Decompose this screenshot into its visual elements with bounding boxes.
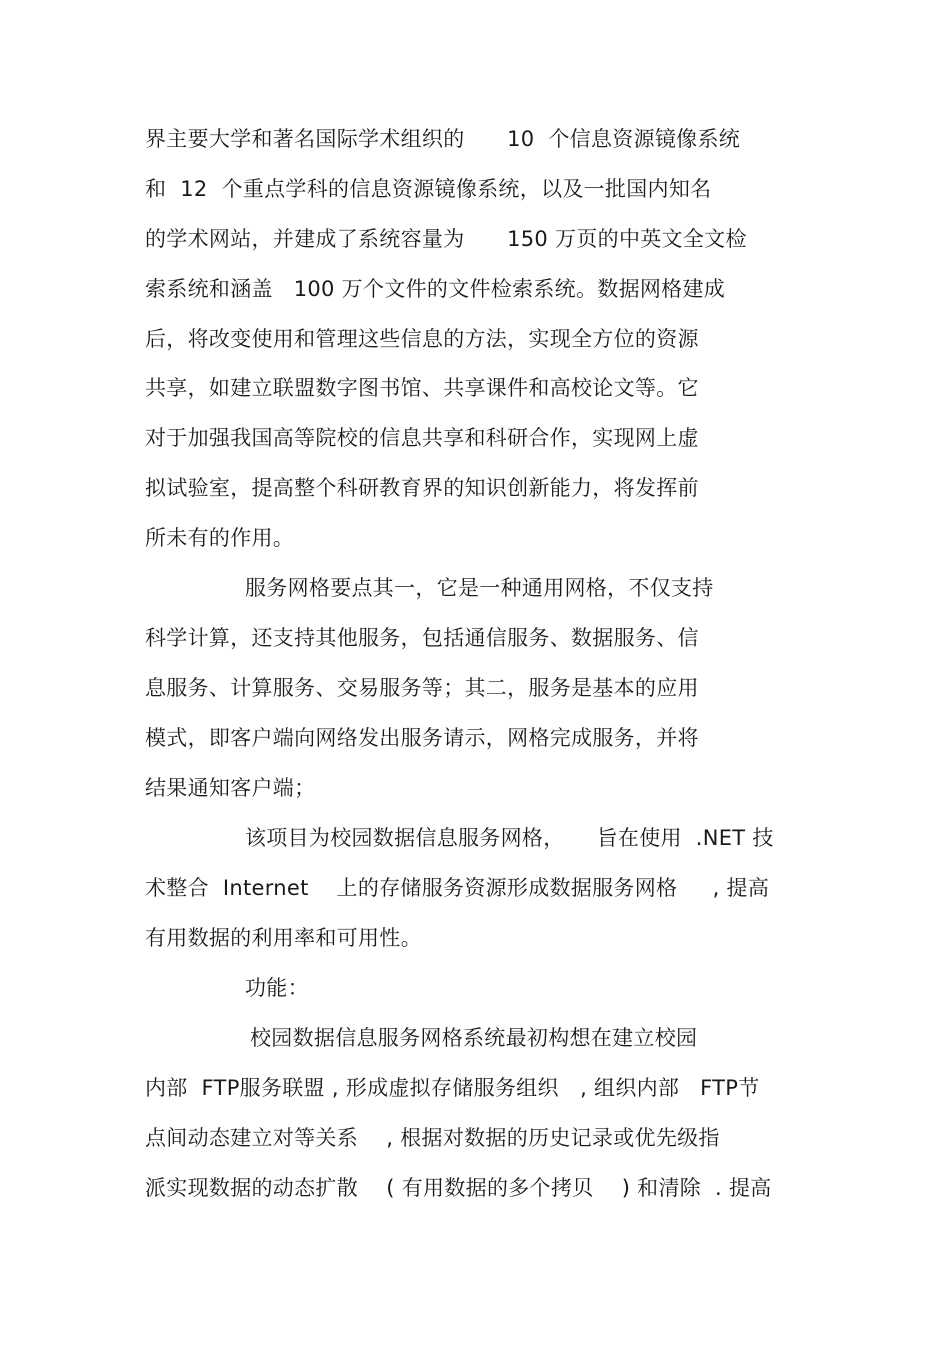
text-line: 共享，如建立联盟数字图书馆、共享课件和高校论文等。它	[145, 376, 699, 400]
paragraph-start-line: 校园数据信息服务网格系统最初构想在建立校园	[250, 1026, 698, 1050]
text-line: 有用数据的利用率和可用性。	[145, 926, 422, 950]
text-line: 科学计算，还支持其他服务，包括通信服务、数据服务、信	[145, 626, 699, 650]
text-line: 对于加强我国高等院校的信息共享和科研合作，实现网上虚	[145, 426, 699, 450]
text-line: 模式，即客户端向网络发出服务请示，网格完成服务，并将	[145, 726, 699, 750]
text-line: 界主要大学和著名国际学术组织的 10 个信息资源镜像系统	[145, 127, 741, 151]
text-line: 结果通知客户端；	[145, 776, 316, 800]
text-line: 拟试验室，提高整个科研教育界的知识创新能力，将发挥前	[145, 476, 699, 500]
text-line: 派实现数据的动态扩散 ( 有用数据的多个拷贝 ) 和清除 . 提高	[145, 1176, 772, 1200]
paragraph-start-line: 服务网格要点其一，它是一种通用网格，不仅支持	[245, 576, 714, 600]
text-line: 息服务、计算服务、交易服务等；其二，服务是基本的应用	[145, 676, 699, 700]
text-line: 点间动态建立对等关系 , 根据对数据的历史记录或优先级指	[145, 1126, 720, 1150]
text-line: 所未有的作用。	[145, 526, 295, 550]
paragraph-start-line: 该项目为校园数据信息服务网格， 旨在使用 .NET 技	[245, 826, 774, 850]
section-heading: 功能：	[245, 976, 309, 1000]
text-line: 内部 FTP服务联盟 , 形成虚拟存储服务组织 , 组织内部 FTP节	[145, 1076, 760, 1100]
text-line: 术整合 Internet 上的存储服务资源形成数据服务网格 , 提高	[145, 876, 770, 900]
text-line: 后，将改变使用和管理这些信息的方法，实现全方位的资源	[145, 327, 699, 351]
text-line: 索系统和涵盖 100 万个文件的文件检索系统。数据网格建成	[145, 277, 726, 301]
text-line: 和 12 个重点学科的信息资源镜像系统，以及一批国内知名	[145, 177, 712, 201]
text-line: 的学术网站，并建成了系统容量为 150 万页的中英文全文检	[145, 227, 747, 251]
